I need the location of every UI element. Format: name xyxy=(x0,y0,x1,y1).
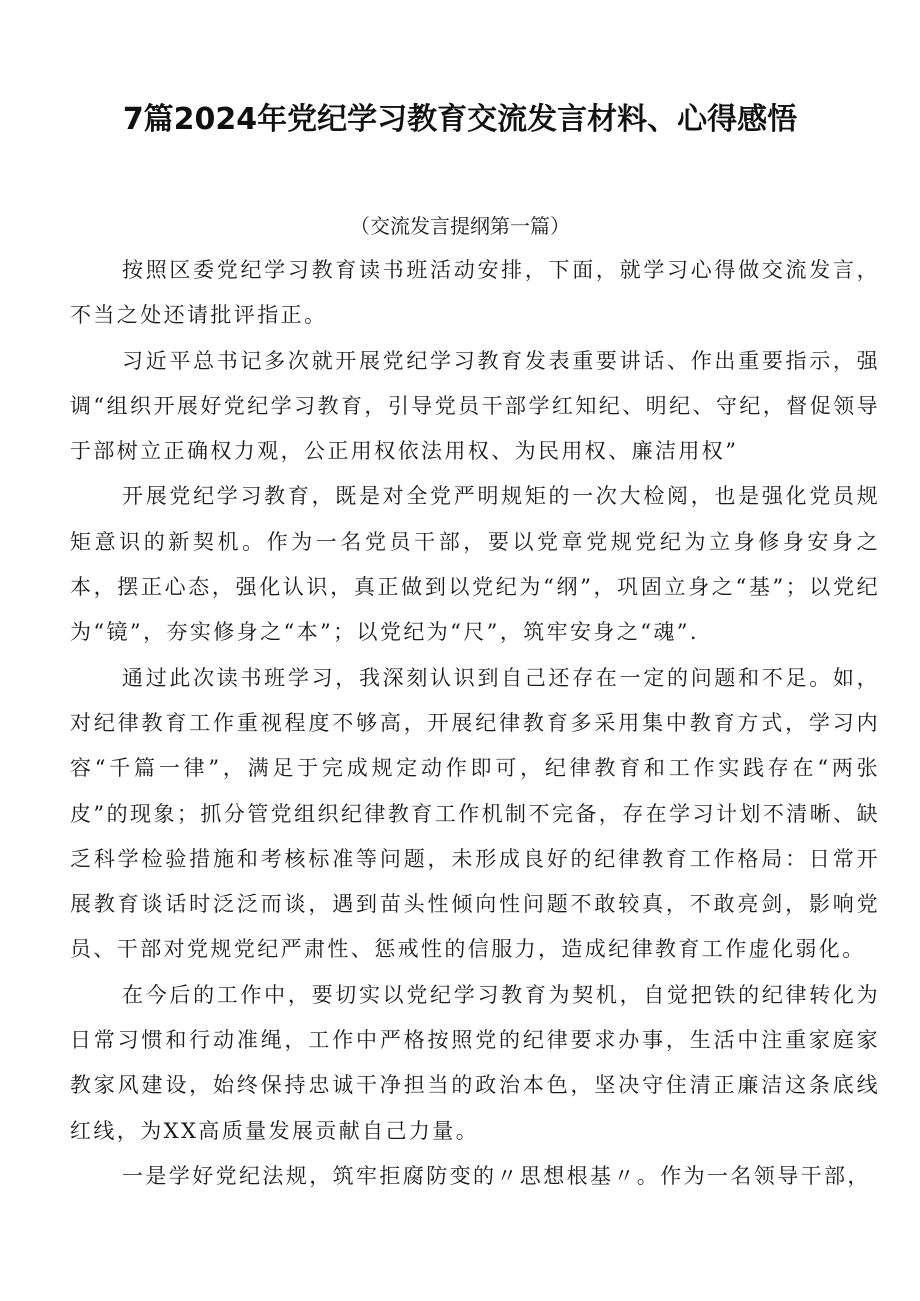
paragraph: 在今后的工作中，要切实以党纪学习教育为契机，自觉把铁的纪律转化为日常习惯和行动准绳，工作中严格按照党的纪律要求办事，生活中注重家庭家教家风建设，始终保持忠诚干净担当的政治本色，坚决守住清正廉洁这条底线红线，为XX高质量发展贡献自己力量。 xyxy=(70,982,880,1143)
document-body xyxy=(70,248,880,1199)
paragraph: 按照区委党纪学习教育读书班活动安排，下面，就学习心得做交流发言，不当之处还请批评指正。 xyxy=(70,258,880,328)
paragraph: 一是学好党纪法规，筑牢拒腐防变的〃思想根基〃。作为一名领导干部， xyxy=(122,1163,871,1188)
paragraph: 通过此次读书班学习，我深刻认识到自己还存在一定的问题和不足。如，对纪律教育工作重视程度不够高，开展纪律教育多采用集中教育方式，学习内容“千篇一律”，满足于完成规定动作即可，纪律教育和工作实践存在“两张皮”的现象；抓分管党组织纪律教育工作机制不完备，存在学习计划不清晰、缺乏科学检验措施和考核标准等问题，未形成良好的纪律教育工作格局：日常开展教育谈话时泛泛而谈，遇到苗头性倾向性问题不敢较真，不敢亮剑，影响党员、干部对党规党纪严肃性、惩戒性的信服力，造成纪律教育工作虚化弱化。 xyxy=(70,665,880,962)
paragraph: 开展党纪学习教育，既是对全党严明规矩的一次大检阅，也是强化党员规矩意识的新契机。作为一名党员干部，要以党章党规党纪为立身修身安身之本，摆正心态，强化认识，真正做到以党纪为“纲”，巩固立身之“基”；以党纪为“镜”，夯实修身之“本”；以党纪为“尺”，筑牢安身之“魂”. xyxy=(70,484,880,645)
document-title: 7篇2024年党纪学习教育交流发言材料、心得感悟 xyxy=(122,102,798,137)
document-subtitle: （交流发言提纲第一篇） xyxy=(350,214,570,238)
paragraph: 习近平总书记多次就开展党纪学习教育发表重要讲话、作出重要指示，强调“组织开展好党纪学习教育，引导党员干部学红知纪、明纪、守纪，督促领导于部树立正确权力观，公正用权依法用权、为民用权、廉洁用权” xyxy=(70,348,880,464)
